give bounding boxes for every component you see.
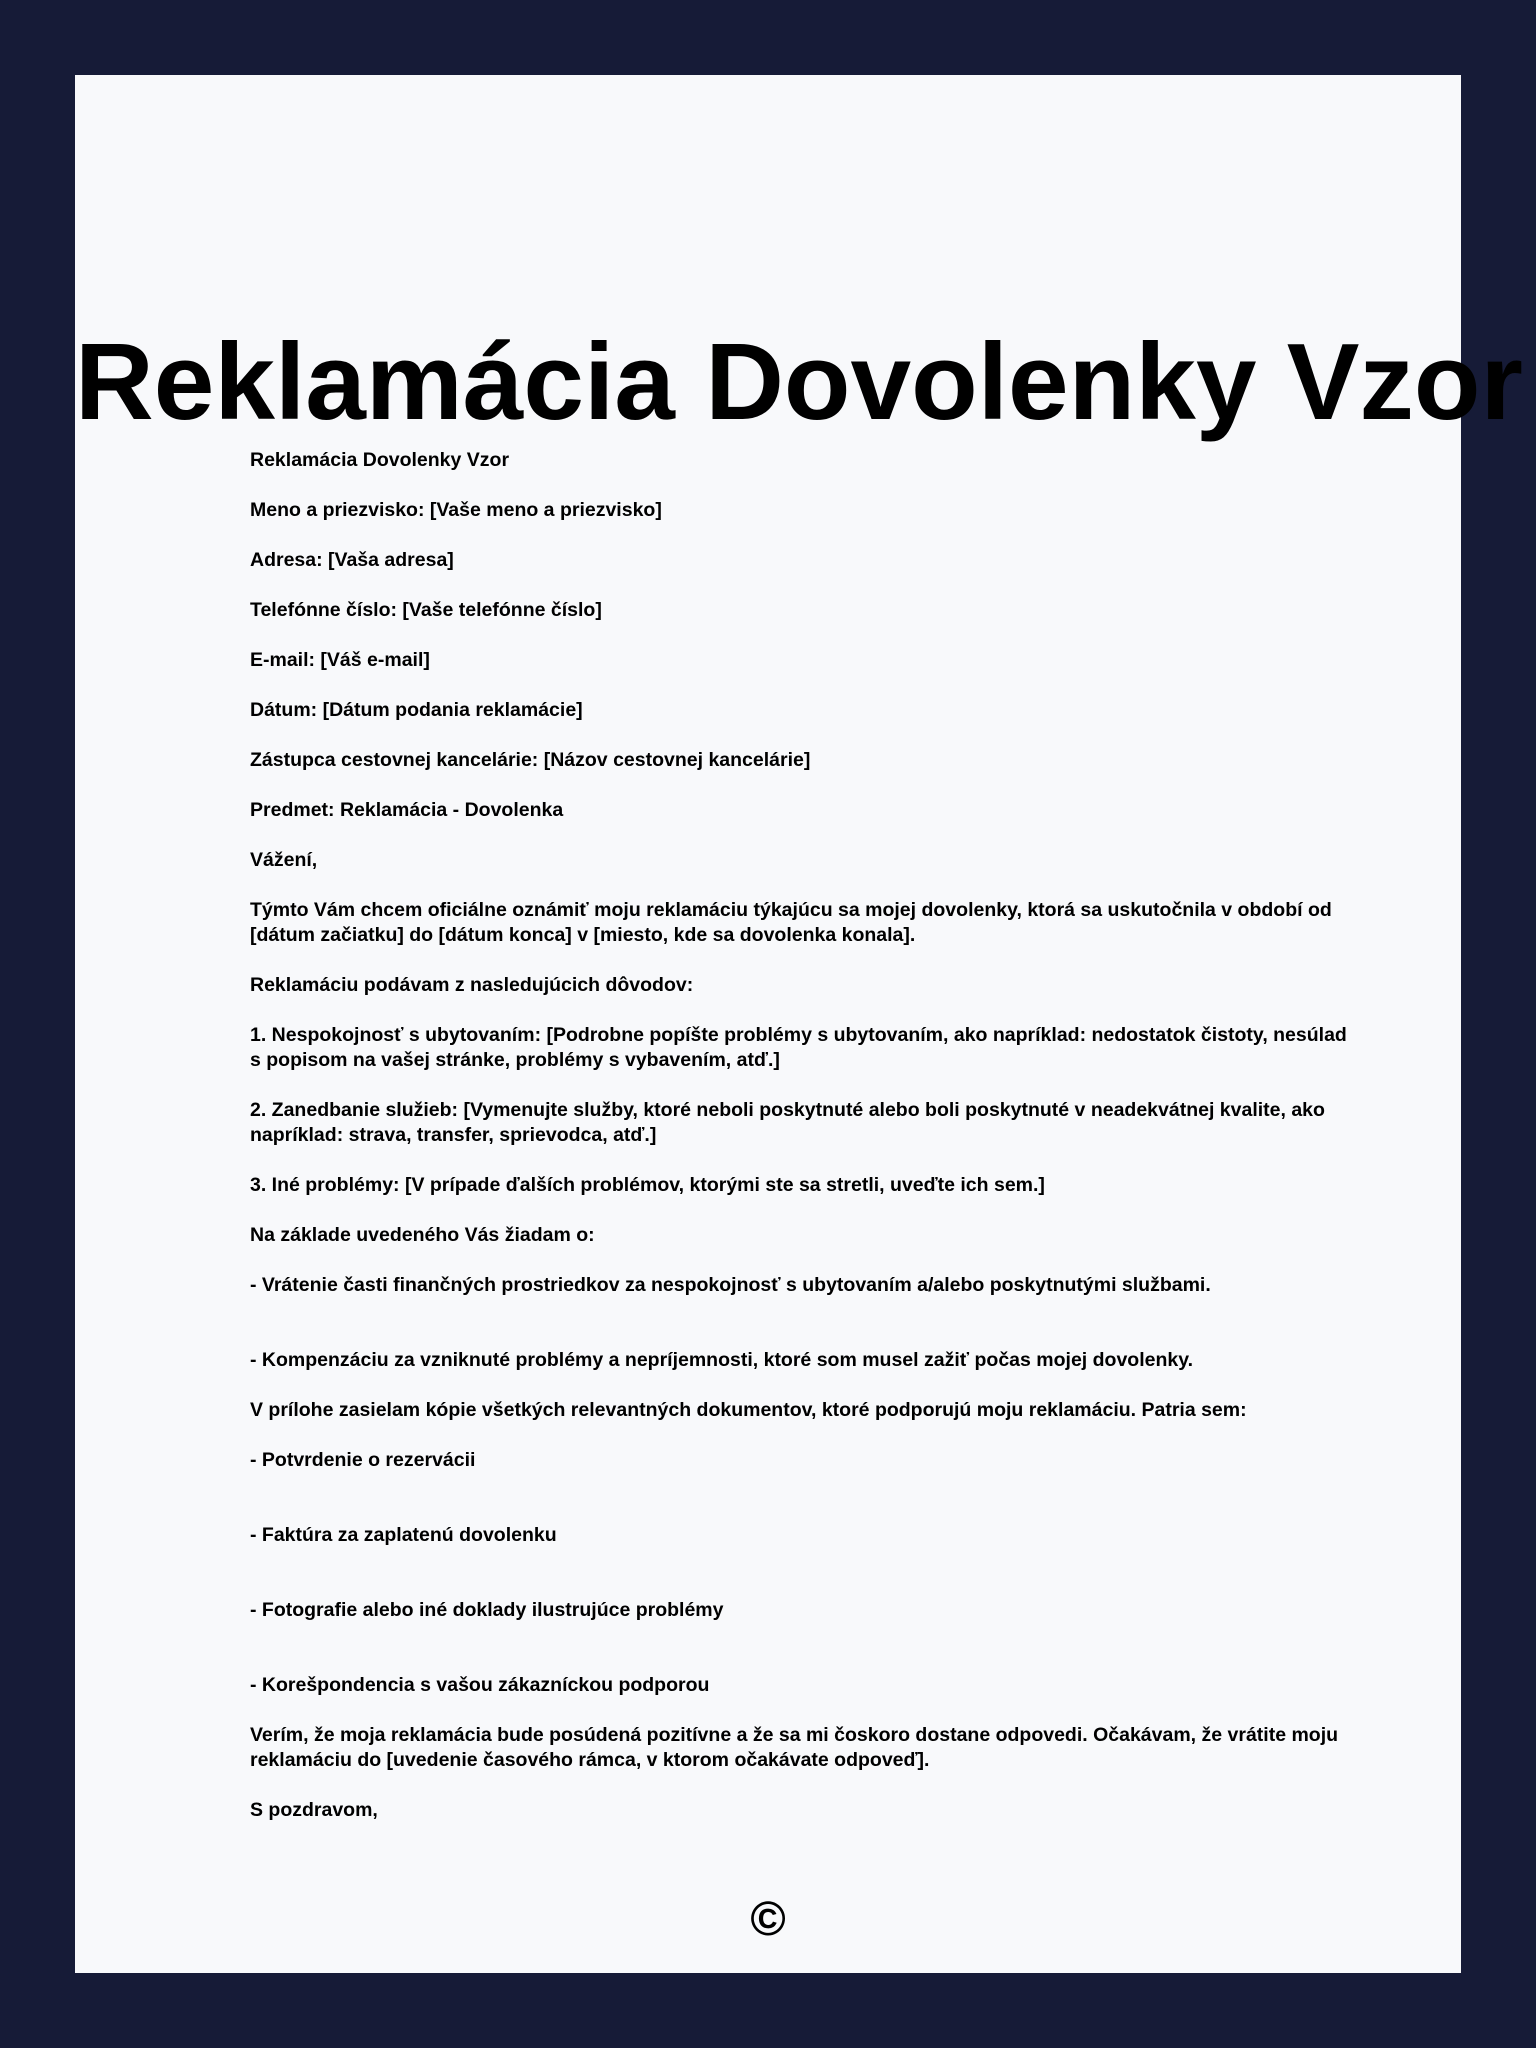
requests-intro: Na základe uvedeného Vás žiadam o: (250, 1224, 595, 1246)
name-line: Meno a priezvisko: [Vaše meno a priezvisko] (250, 499, 662, 521)
attachment-item: - Faktúra za zaplatenú dovolenku (250, 1524, 557, 1546)
reason-item: 3. Iné problémy: [V prípade ďalších problémov, ktorými ste sa stretli, uveďte ich sem.] (250, 1174, 1045, 1196)
request-item: - Vrátenie časti finančných prostriedkov za nespokojnosť s ubytovaním a/alebo poskytnutými službami. (250, 1274, 1211, 1296)
phone-line: Telefónne číslo: [Vaše telefónne číslo] (250, 599, 602, 621)
letter-body (250, 448, 1360, 1848)
attachment-item: - Potvrdenie o rezervácii (250, 1449, 476, 1471)
closing-paragraph: Verím, že moja reklamácia bude posúdená pozitívne a že sa mi čoskoro dostane odpovedi. Očakávam, že vrátite moju reklamáciu do [uvedenie časového rámca, v ktorom očakávate odpoveď]. (250, 1724, 1339, 1771)
document-page (75, 75, 1523, 1973)
salutation: Vážení, (250, 849, 318, 871)
letter-heading: Reklamácia Dovolenky Vzor (250, 449, 510, 471)
reasons-intro: Reklamáciu podávam z nasledujúcich dôvodov: (250, 974, 694, 996)
attachment-item: - Fotografie alebo iné doklady ilustrujúce problémy (250, 1599, 724, 1621)
date-line: Dátum: [Dátum podania reklamácie] (250, 699, 583, 721)
attachments-intro: V prílohe zasielam kópie všetkých relevantných dokumentov, ktoré podporujú moju reklamáciu. Patria sem: (250, 1399, 1247, 1421)
reason-item: 2. Zanedbanie služieb: [Vymenujte služby, ktoré neboli poskytnuté alebo boli poskytnuté v neadekvátnej kvalite, ako napríklad: strava, transfer, sprievodca, atď.] (250, 1099, 1325, 1146)
intro-paragraph: Týmto Vám chcem oficiálne oznámiť moju reklamáciu týkajúcu sa mojej dovolenky, ktorá sa uskutočnila v období od [dátum začiatku] do [dátum konca] v [miesto, kde sa dovolenka konala]. (250, 899, 1332, 946)
page-title: Reklamácia Dovolenky Vzor (75, 321, 1523, 443)
copyright-icon: © (750, 1893, 786, 1946)
agency-line: Zástupca cestovnej kancelárie: [Názov cestovnej kancelárie] (250, 749, 811, 771)
signoff: S pozdravom, (250, 1799, 378, 1821)
request-item: - Kompenzáciu za vzniknuté problémy a nepríjemnosti, ktoré som musel zažiť počas mojej dovolenky. (250, 1349, 1194, 1371)
subject-line: Predmet: Reklamácia - Dovolenka (250, 799, 564, 821)
email-line: E-mail: [Váš e-mail] (250, 649, 430, 671)
address-line: Adresa: [Vaša adresa] (250, 549, 454, 571)
attachment-item: - Korešpondencia s vašou zákazníckou podporou (250, 1674, 710, 1696)
reason-item: 1. Nespokojnosť s ubytovaním: [Podrobne popíšte problémy s ubytovaním, ako napríklad: nedostatok čistoty, nesúlad s popisom na vašej stránke, problémy s vybavením, atď.] (250, 1024, 1347, 1071)
